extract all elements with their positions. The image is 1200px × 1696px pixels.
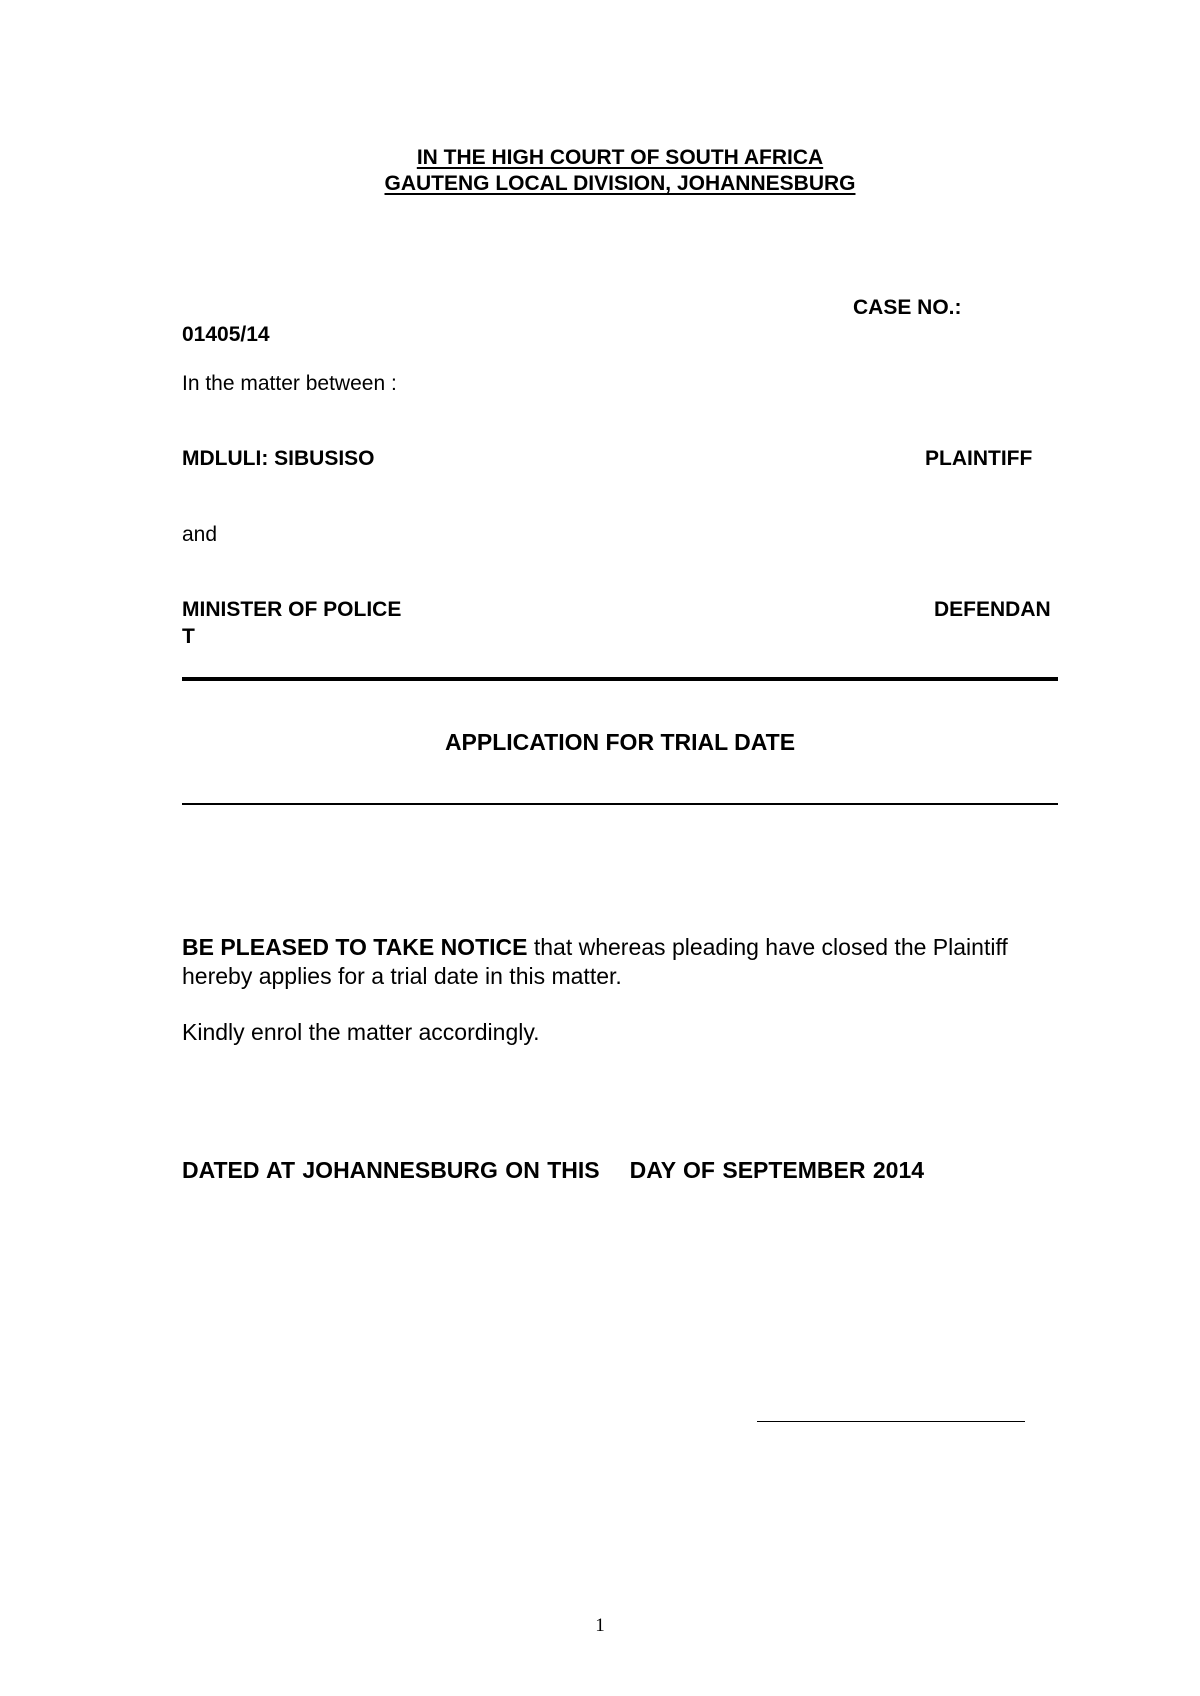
matter-between-label: In the matter between : — [182, 372, 397, 395]
notice-text: that whereas pleading have closed the Plaintiff hereby applies for a trial date in this matter. — [182, 934, 1008, 989]
plaintiff-role: PLAINTIFF — [925, 447, 1033, 470]
enrol-paragraph: Kindly enrol the matter accordingly. — [182, 1019, 540, 1045]
case-number-value: 01405/14 — [182, 323, 270, 346]
signature-line — [757, 1421, 1025, 1422]
plaintiff-name: MDLULI: SIBUSISO — [182, 447, 375, 470]
defendant-role: DEFENDAN — [934, 598, 1051, 621]
notice-paragraph — [182, 933, 1062, 991]
case-number-label: CASE NO.: — [853, 296, 962, 319]
dated-line — [182, 1157, 924, 1184]
title-top-rule — [182, 677, 1058, 681]
dated-date: DAY OF SEPTEMBER 2014 — [629, 1157, 925, 1183]
defendant-name: MINISTER OF POLICE — [182, 598, 402, 621]
title-bottom-rule — [182, 803, 1058, 805]
dated-place: DATED AT JOHANNESBURG ON THIS — [182, 1157, 600, 1183]
page-number: 1 — [595, 1615, 605, 1636]
notice-lead: BE PLEASED TO TAKE NOTICE — [182, 934, 528, 960]
court-division-heading: GAUTENG LOCAL DIVISION, JOHANNESBURG — [384, 172, 856, 195]
defendant-role-wrap: T — [182, 625, 195, 648]
document-title: APPLICATION FOR TRIAL DATE — [444, 729, 796, 755]
court-name-heading: IN THE HIGH COURT OF SOUTH AFRICA — [416, 146, 824, 169]
and-conjunction: and — [182, 523, 218, 546]
